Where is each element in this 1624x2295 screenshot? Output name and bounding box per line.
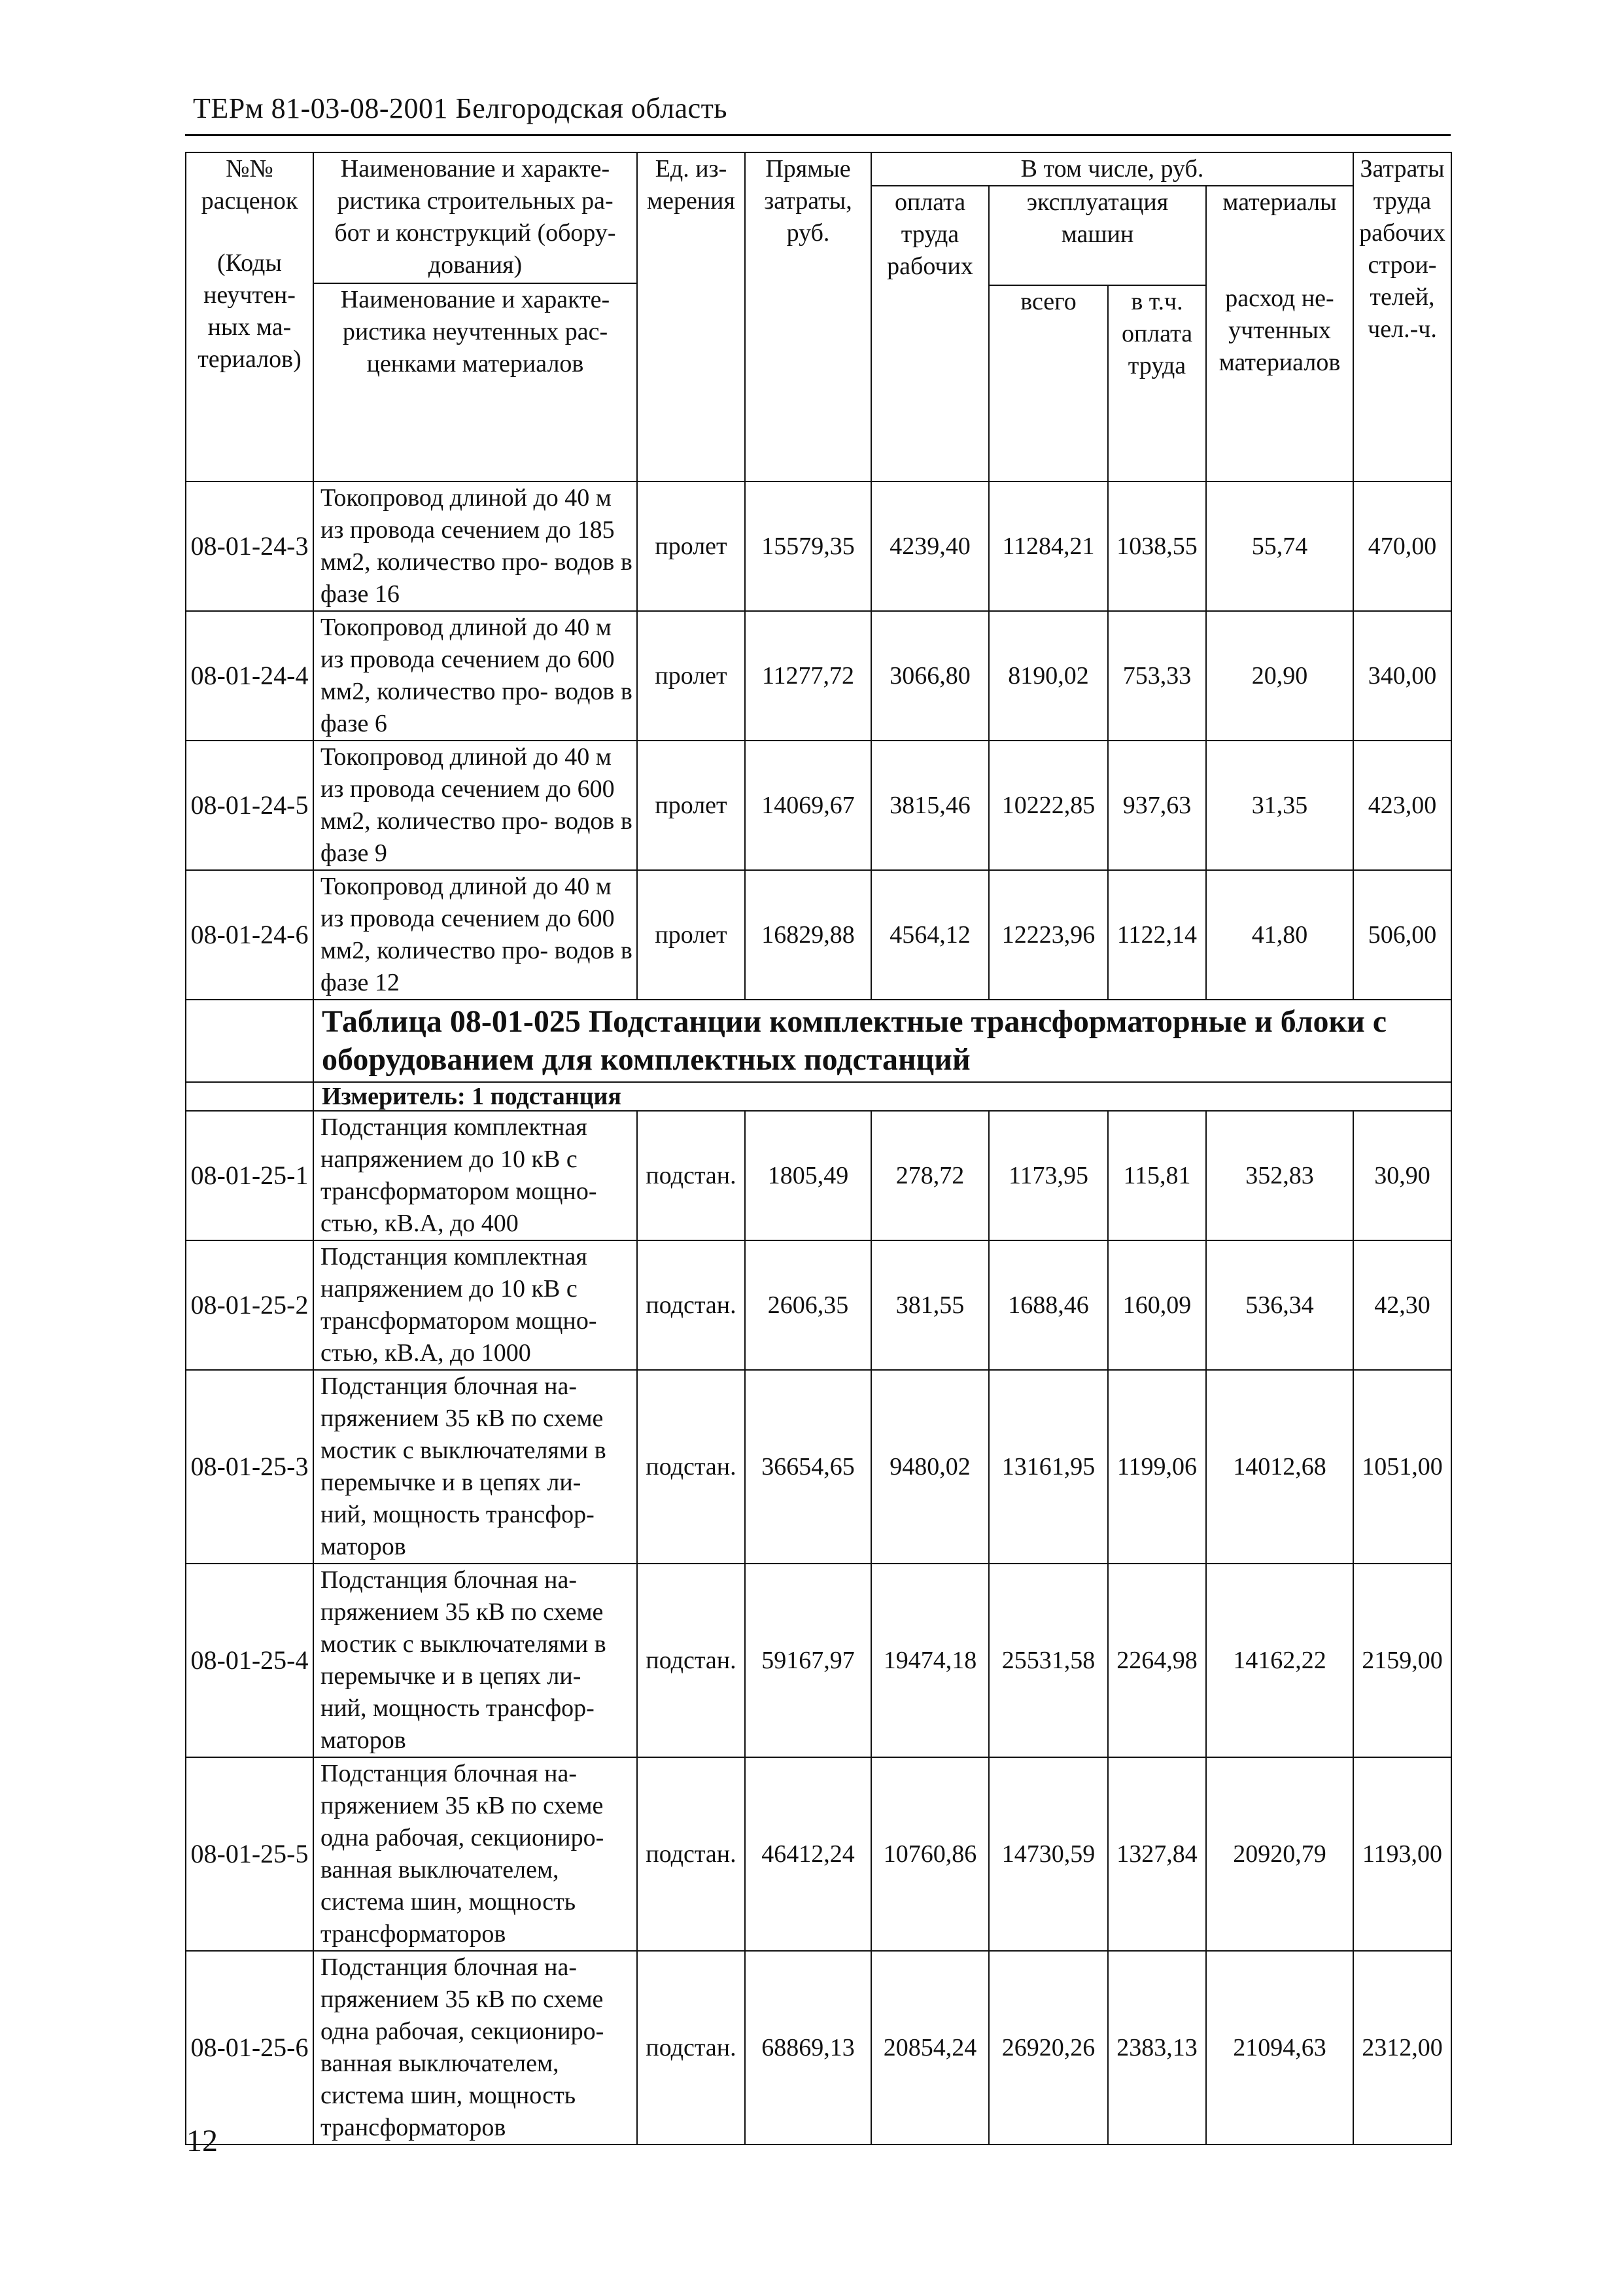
- table-row: [186, 482, 1451, 611]
- machine-operator-wages: 1038,55: [1108, 482, 1206, 611]
- machine-operator-wages: 2264,98: [1108, 1564, 1206, 1757]
- work-name: Подстанция блочная на- пряжением 35 кВ по схеме мостик с выключателями в перемычке и в цепях ли- ний, мощность трансфор- маторов: [313, 1564, 637, 1757]
- header-materials: материалы: [1222, 188, 1337, 216]
- materials-cost: 20920,79: [1206, 1757, 1353, 1951]
- worker-wages: 4239,40: [871, 482, 989, 611]
- labor-hours: 1193,00: [1353, 1757, 1451, 1951]
- machine-operator-wages: 1122,14: [1108, 870, 1206, 1000]
- table-row: [186, 1370, 1451, 1564]
- header-machines: эксплуатация машин: [989, 186, 1206, 285]
- machine-cost: 8190,02: [989, 611, 1108, 741]
- labor-hours: 2159,00: [1353, 1564, 1451, 1757]
- unit: подстан.: [637, 1370, 745, 1564]
- table-row: [186, 870, 1451, 1000]
- section-meter: Измеритель: 1 подстанция: [313, 1082, 1451, 1111]
- direct-cost: 15579,35: [745, 482, 871, 611]
- materials-cost: 352,83: [1206, 1111, 1353, 1240]
- rate-code: 08-01-24-4: [186, 611, 313, 741]
- materials-cost: 41,80: [1206, 870, 1353, 1000]
- unit: подстан.: [637, 1757, 745, 1951]
- work-name: Токопровод длиной до 40 м из провода сечением до 600 мм2, количество про- водов в фазе 6: [313, 611, 637, 741]
- work-name: Подстанция блочная на- пряжением 35 кВ по схеме одна рабочая, секциониро- ванная выключателем, система шин, мощность трансформаторов: [313, 1757, 637, 1951]
- direct-cost: 36654,65: [745, 1370, 871, 1564]
- worker-wages: 10760,86: [871, 1757, 989, 1951]
- rate-code: 08-01-24-5: [186, 741, 313, 870]
- table-row: [186, 1564, 1451, 1757]
- machine-operator-wages: 753,33: [1108, 611, 1206, 741]
- section-title: Таблица 08-01-025 Подстанции комплектные трансформаторные и блоки с оборудованием для комплектных подстанций: [313, 1000, 1451, 1082]
- rate-code: 08-01-25-4: [186, 1564, 313, 1757]
- rate-code: 08-01-25-2: [186, 1240, 313, 1370]
- unit: пролет: [637, 482, 745, 611]
- page-number: 12: [186, 2124, 218, 2158]
- materials-cost: 14012,68: [1206, 1370, 1353, 1564]
- table-row: [186, 1757, 1451, 1951]
- machine-operator-wages: 2383,13: [1108, 1951, 1206, 2145]
- header-labor: Затраты труда рабочих строи- телей, чел.-ч.: [1353, 152, 1451, 482]
- header-code-cell: [186, 152, 313, 482]
- direct-cost: 14069,67: [745, 741, 871, 870]
- header-unit: Ед. из- мерения: [637, 152, 745, 482]
- labor-hours: 42,30: [1353, 1240, 1451, 1370]
- unit: подстан.: [637, 1240, 745, 1370]
- machine-cost: 1688,46: [989, 1240, 1108, 1370]
- materials-cost: 14162,22: [1206, 1564, 1353, 1757]
- header-machines-total: всего: [989, 285, 1108, 482]
- unit: подстан.: [637, 1564, 745, 1757]
- labor-hours: 340,00: [1353, 611, 1451, 741]
- worker-wages: 4564,12: [871, 870, 989, 1000]
- work-name: Подстанция блочная на- пряжением 35 кВ по схеме одна рабочая, секциониро- ванная выключателем, система шин, мощность трансформаторов: [313, 1951, 637, 2145]
- work-name: Подстанция комплектная напряжением до 10 кВ с трансформатором мощно- стью, кВ.А, до 1000: [313, 1240, 637, 1370]
- machine-operator-wages: 1199,06: [1108, 1370, 1206, 1564]
- materials-cost: 21094,63: [1206, 1951, 1353, 2145]
- work-name: Токопровод длиной до 40 м из провода сечением до 600 мм2, количество про- водов в фазе 9: [313, 741, 637, 870]
- machine-operator-wages: 1327,84: [1108, 1757, 1206, 1951]
- meter-spacer: [186, 1082, 313, 1111]
- machine-operator-wages: 160,09: [1108, 1240, 1206, 1370]
- materials-cost: 536,34: [1206, 1240, 1353, 1370]
- machine-cost: 10222,85: [989, 741, 1108, 870]
- work-name: Токопровод длиной до 40 м из провода сечением до 185 мм2, количество про- водов в фазе 16: [313, 482, 637, 611]
- direct-cost: 68869,13: [745, 1951, 871, 2145]
- machine-cost: 1173,95: [989, 1111, 1108, 1240]
- materials-cost: 20,90: [1206, 611, 1353, 741]
- header-wages: оплата труда рабочих: [871, 186, 989, 482]
- direct-cost: 2606,35: [745, 1240, 871, 1370]
- work-name: Подстанция комплектная напряжением до 10 кВ с трансформатором мощно- стью, кВ.А, до 400: [313, 1111, 637, 1240]
- machine-cost: 26920,26: [989, 1951, 1108, 2145]
- work-name: Подстанция блочная на- пряжением 35 кВ по схеме мостик с выключателями в перемычке и в цепях ли- ний, мощность трансфор- маторов: [313, 1370, 637, 1564]
- machine-cost: 12223,96: [989, 870, 1108, 1000]
- machine-cost: 25531,58: [989, 1564, 1108, 1757]
- worker-wages: 3066,80: [871, 611, 989, 741]
- header-machines-wages: в т.ч. оплата труда: [1108, 285, 1206, 482]
- worker-wages: 19474,18: [871, 1564, 989, 1757]
- table-row: [186, 1951, 1451, 2145]
- labor-hours: 2312,00: [1353, 1951, 1451, 2145]
- table-body-a: [186, 482, 1451, 1000]
- machine-operator-wages: 115,81: [1108, 1111, 1206, 1240]
- materials-cost: 55,74: [1206, 482, 1353, 611]
- unit: подстан.: [637, 1951, 745, 2145]
- materials-cost: 31,35: [1206, 741, 1353, 870]
- table-row: [186, 741, 1451, 870]
- table-body-b: [186, 1111, 1451, 2145]
- worker-wages: 20854,24: [871, 1951, 989, 2145]
- direct-cost: 1805,49: [745, 1111, 871, 1240]
- machine-cost: 13161,95: [989, 1370, 1108, 1564]
- unit: пролет: [637, 741, 745, 870]
- header-name-alt: Наименование и характе- ристика неучтенных рас- ценками материалов: [340, 286, 610, 377]
- table-header: [186, 152, 1451, 482]
- rate-code: 08-01-25-3: [186, 1370, 313, 1564]
- header-name-cell: [313, 152, 637, 482]
- labor-hours: 506,00: [1353, 870, 1451, 1000]
- machine-cost: 14730,59: [989, 1757, 1108, 1951]
- header-incl: В том числе, руб.: [871, 152, 1353, 186]
- table-row: [186, 1240, 1451, 1370]
- labor-hours: 470,00: [1353, 482, 1451, 611]
- rate-code: 08-01-25-5: [186, 1757, 313, 1951]
- rate-code: 08-01-24-3: [186, 482, 313, 611]
- labor-hours: 423,00: [1353, 741, 1451, 870]
- header-code: №№ расценок: [201, 155, 298, 215]
- labor-hours: 1051,00: [1353, 1370, 1451, 1564]
- unit: пролет: [637, 611, 745, 741]
- worker-wages: 381,55: [871, 1240, 989, 1370]
- unit: подстан.: [637, 1111, 745, 1240]
- rate-code: 08-01-25-1: [186, 1111, 313, 1240]
- direct-cost: 16829,88: [745, 870, 871, 1000]
- header-materials-cell: [1206, 186, 1353, 482]
- header-materials-alt: расход не- учтенных материалов: [1218, 285, 1341, 376]
- document-header: ТЕРм 81-03-08-2001 Белгородская область: [193, 92, 727, 124]
- section-spacer: [186, 1000, 313, 1082]
- header-name: Наименование и характе- ристика строительных ра- бот и конструкций (обору- дования): [334, 155, 616, 279]
- worker-wages: 3815,46: [871, 741, 989, 870]
- table-row: [186, 611, 1451, 741]
- machine-operator-wages: 937,63: [1108, 741, 1206, 870]
- rate-code: 08-01-25-6: [186, 1951, 313, 2145]
- rate-code: 08-01-24-6: [186, 870, 313, 1000]
- header-code-alt: (Коды неучтен- ных ма- териалов): [198, 249, 302, 373]
- direct-cost: 46412,24: [745, 1757, 871, 1951]
- direct-cost: 11277,72: [745, 611, 871, 741]
- table-row: [186, 1111, 1451, 1240]
- unit: пролет: [637, 870, 745, 1000]
- worker-wages: 9480,02: [871, 1370, 989, 1564]
- header-rule: [185, 134, 1451, 136]
- labor-hours: 30,90: [1353, 1111, 1451, 1240]
- direct-cost: 59167,97: [745, 1564, 871, 1757]
- section-block: [186, 1000, 1451, 1111]
- work-name: Токопровод длиной до 40 м из провода сечением до 600 мм2, количество про- водов в фазе 12: [313, 870, 637, 1000]
- header-direct: Прямые затраты, руб.: [745, 152, 871, 482]
- machine-cost: 11284,21: [989, 482, 1108, 611]
- price-table: [185, 152, 1452, 2145]
- worker-wages: 278,72: [871, 1111, 989, 1240]
